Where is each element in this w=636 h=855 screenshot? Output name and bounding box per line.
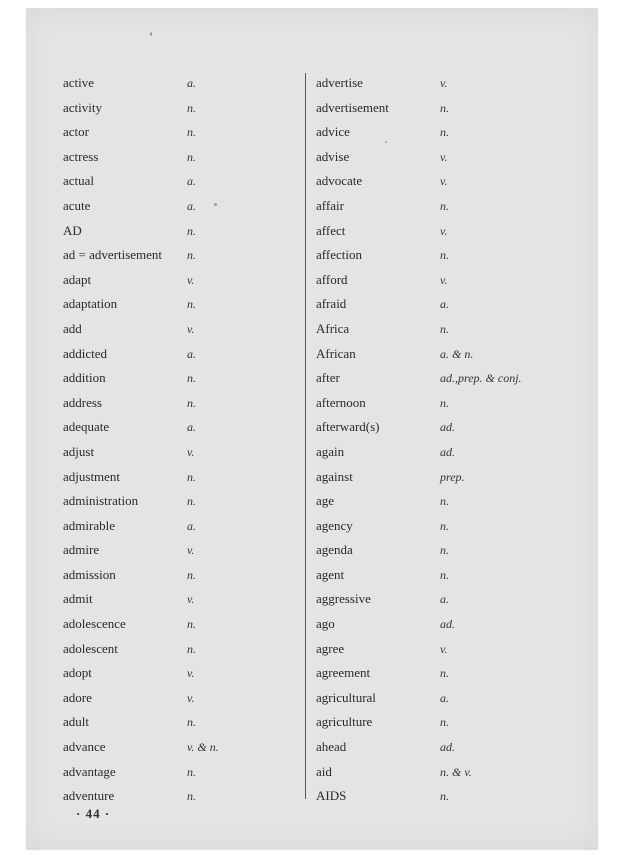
- headword: actual: [63, 173, 95, 189]
- part-of-speech: ad.: [440, 444, 455, 459]
- headword: admirable: [63, 517, 115, 533]
- headword: actor: [63, 124, 89, 140]
- part-of-speech: n.: [187, 371, 196, 386]
- part-of-speech: a.: [187, 174, 196, 189]
- part-of-speech: n.: [187, 100, 196, 115]
- scan-speck: [385, 141, 387, 143]
- headword: AIDS: [316, 788, 347, 804]
- part-of-speech: n.: [440, 248, 449, 263]
- headword: adore: [63, 689, 92, 705]
- headword: adaptation: [63, 296, 118, 312]
- headword: advertise: [316, 75, 363, 90]
- headword: ad = advertisement: [63, 247, 163, 263]
- part-of-speech: a.: [440, 690, 449, 705]
- headword: Africa: [316, 320, 350, 336]
- part-of-speech: ad.,prep. & conj.: [440, 371, 522, 386]
- part-of-speech: v.: [187, 272, 195, 287]
- part-of-speech: v.: [187, 690, 195, 705]
- part-of-speech: a.: [187, 518, 196, 533]
- part-of-speech: n.: [440, 321, 449, 336]
- page-number: · 44 ·: [76, 806, 111, 821]
- headword: aid: [316, 763, 332, 779]
- part-of-speech: n.: [440, 494, 449, 509]
- part-of-speech: n.: [440, 789, 449, 804]
- headword: adolescence: [63, 616, 126, 632]
- headword: adjustment: [63, 468, 121, 484]
- part-of-speech: a.: [187, 198, 196, 213]
- part-of-speech: n.: [187, 248, 196, 263]
- scan-speck: [150, 32, 152, 36]
- headword: admit: [63, 591, 93, 607]
- part-of-speech: v.: [187, 321, 195, 336]
- part-of-speech: n.: [187, 617, 196, 632]
- part-of-speech: n.: [187, 469, 196, 484]
- part-of-speech: n.: [187, 149, 196, 164]
- headword: actress: [63, 148, 99, 164]
- part-of-speech: a.: [187, 346, 196, 361]
- headword: adventure: [63, 788, 115, 804]
- headword: add: [63, 320, 82, 336]
- part-of-speech: n.: [187, 395, 196, 410]
- headword: admire: [63, 542, 100, 558]
- part-of-speech: a.: [187, 76, 196, 90]
- headword: ago: [316, 616, 335, 632]
- headword: age: [316, 493, 335, 509]
- part-of-speech: n.: [187, 641, 196, 656]
- part-of-speech: a. & n.: [440, 346, 474, 361]
- part-of-speech: n.: [440, 125, 449, 140]
- headword: administration: [63, 493, 139, 509]
- part-of-speech: v.: [440, 76, 448, 90]
- part-of-speech: v.: [440, 174, 448, 189]
- headword: agriculture: [316, 714, 373, 730]
- part-of-speech: v.: [440, 641, 448, 656]
- part-of-speech: a.: [440, 592, 449, 607]
- headword: adapt: [63, 271, 92, 287]
- part-of-speech: v.: [440, 149, 448, 164]
- headword: affair: [316, 197, 344, 213]
- headword: afterward(s): [316, 419, 380, 435]
- headword: African: [316, 345, 356, 361]
- headword: affect: [316, 222, 346, 238]
- headword: addicted: [63, 345, 108, 361]
- headword: agreement: [316, 665, 371, 681]
- scanned-page: [26, 8, 598, 850]
- headword: afraid: [316, 296, 347, 312]
- headword: agree: [316, 640, 345, 656]
- headword: afford: [316, 271, 348, 287]
- part-of-speech: prep.: [440, 469, 465, 484]
- part-of-speech: n.: [187, 567, 196, 582]
- part-of-speech: v.: [187, 444, 195, 459]
- part-of-speech: n.: [440, 543, 449, 558]
- part-of-speech: n.: [187, 223, 196, 238]
- headword: affection: [316, 247, 362, 263]
- part-of-speech: n.: [187, 125, 196, 140]
- headword: activity: [63, 99, 102, 115]
- part-of-speech: n.: [187, 764, 196, 779]
- headword: against: [316, 468, 353, 484]
- part-of-speech: a.: [440, 297, 449, 312]
- part-of-speech: n.: [440, 395, 449, 410]
- headword: afternoon: [316, 394, 366, 410]
- part-of-speech: v.: [187, 592, 195, 607]
- headword: agricultural: [316, 689, 376, 705]
- part-of-speech: ad.: [440, 740, 455, 755]
- headword: adolescent: [63, 640, 118, 656]
- part-of-speech: n.: [440, 715, 449, 730]
- part-of-speech: n.: [440, 666, 449, 681]
- part-of-speech: ad.: [440, 420, 455, 435]
- headword: adult: [63, 714, 89, 730]
- headword: agenda: [316, 542, 353, 558]
- headword: aggressive: [316, 591, 371, 607]
- headword: advice: [316, 124, 350, 140]
- headword: adopt: [63, 665, 92, 681]
- headword: active: [63, 75, 95, 90]
- part-of-speech: n.: [440, 100, 449, 115]
- headword: advantage: [63, 763, 116, 779]
- headword: agent: [316, 566, 345, 582]
- part-of-speech: n.: [187, 789, 196, 804]
- part-of-speech: n.: [187, 715, 196, 730]
- part-of-speech: n.: [187, 297, 196, 312]
- headword: adequate: [63, 419, 110, 435]
- part-of-speech: n. & v.: [440, 764, 472, 779]
- headword: advertisement: [316, 99, 389, 115]
- part-of-speech: ad.: [440, 617, 455, 632]
- part-of-speech: v. & n.: [187, 740, 219, 755]
- part-of-speech: v.: [440, 223, 448, 238]
- headword: again: [316, 443, 345, 459]
- part-of-speech: n.: [440, 198, 449, 213]
- headword: agency: [316, 517, 353, 533]
- part-of-speech: n.: [440, 567, 449, 582]
- part-of-speech: a.: [187, 420, 196, 435]
- headword: ahead: [316, 739, 347, 755]
- headword: after: [316, 370, 340, 386]
- headword: advise: [316, 148, 350, 164]
- headword: AD: [63, 222, 82, 238]
- scan-speck: [214, 203, 217, 206]
- headword: address: [63, 394, 102, 410]
- part-of-speech: v.: [440, 272, 448, 287]
- headword: acute: [63, 197, 91, 213]
- part-of-speech: v.: [187, 666, 195, 681]
- headword: adjust: [63, 443, 95, 459]
- part-of-speech: v.: [187, 543, 195, 558]
- column-divider: [305, 73, 306, 799]
- part-of-speech: n.: [440, 518, 449, 533]
- headword: admission: [63, 566, 116, 582]
- part-of-speech: n.: [187, 494, 196, 509]
- headword: addition: [63, 370, 106, 386]
- headword: advocate: [316, 173, 363, 189]
- headword: advance: [63, 739, 106, 755]
